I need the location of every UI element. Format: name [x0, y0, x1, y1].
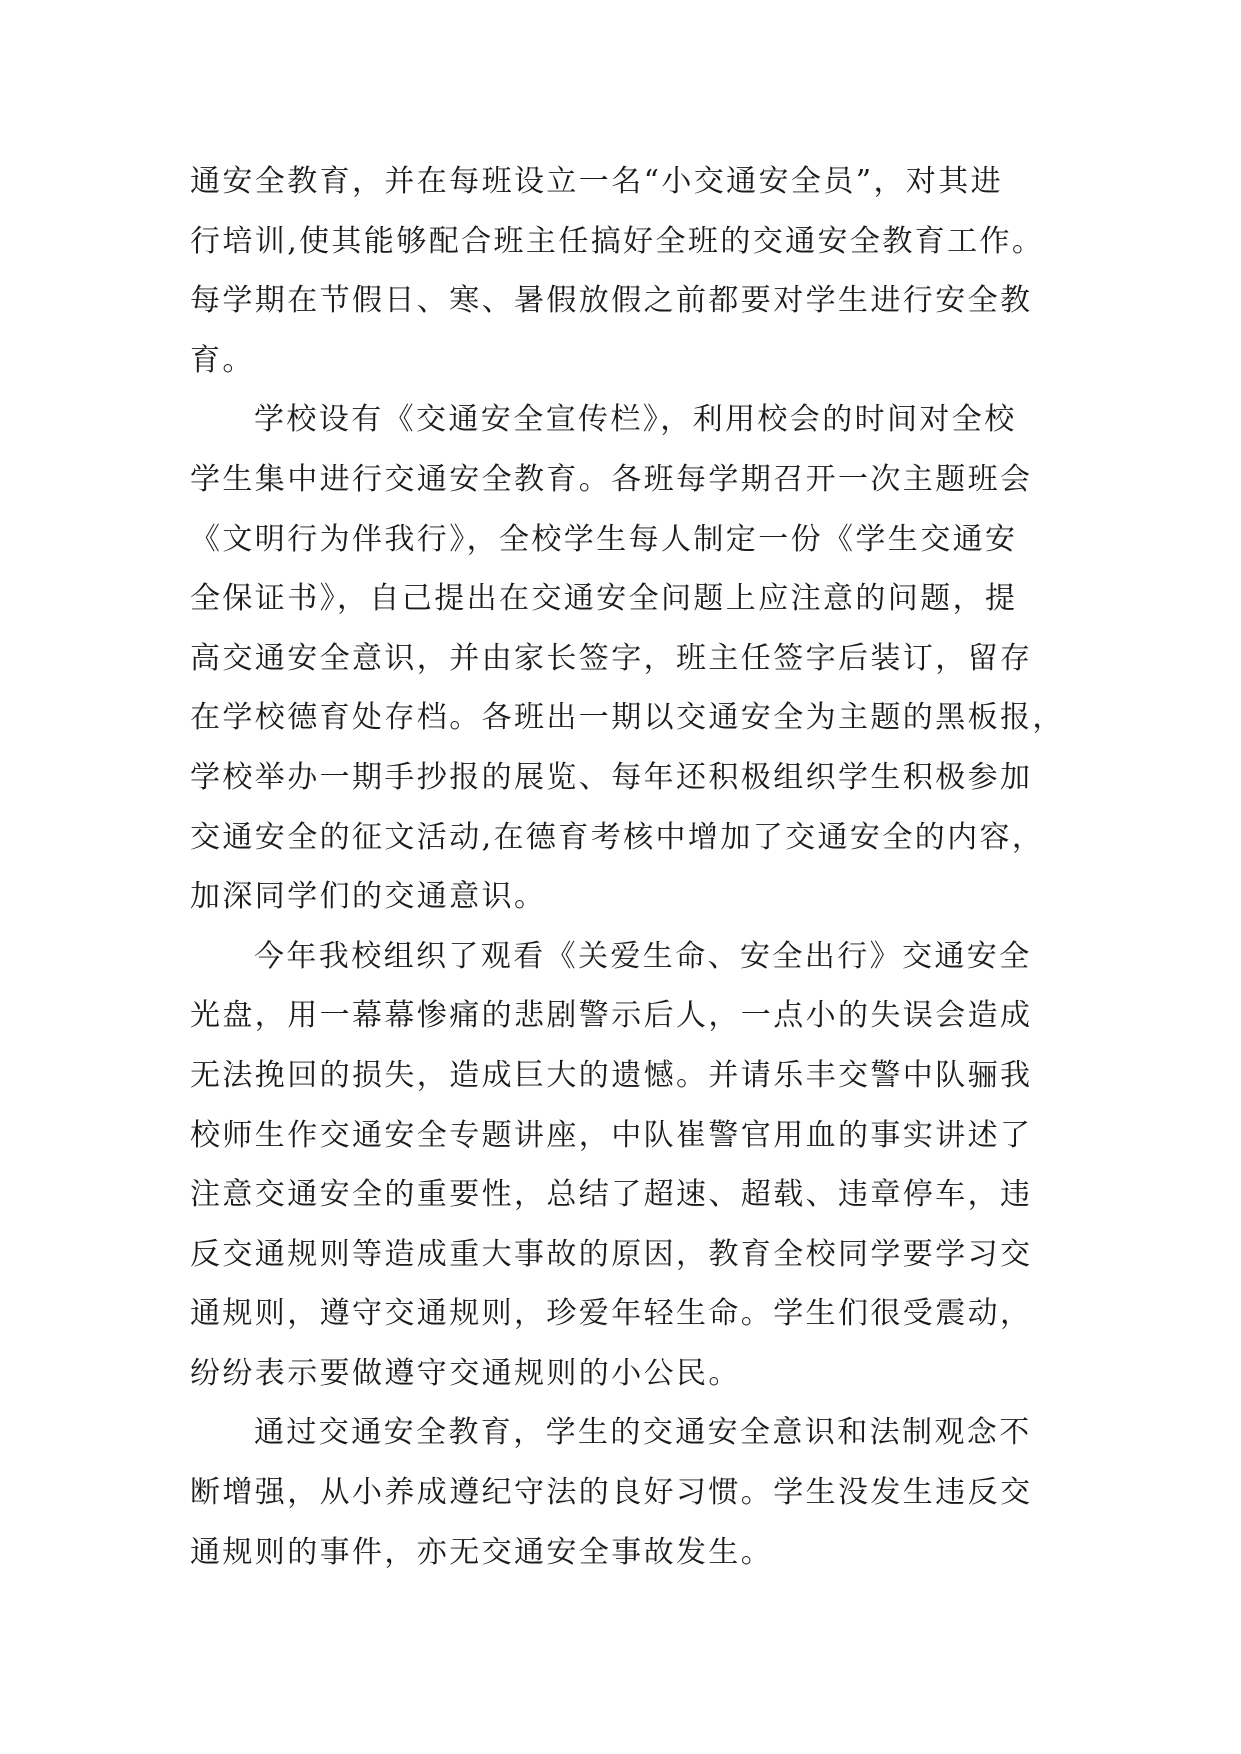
paragraph-line: 无法挽回的损失，造成巨大的遗憾。并请乐丰交警中队骊我: [190, 1057, 1033, 1093]
paragraph-line: 每学期在节假日、寒、暑假放假之前都要对学生进行安全教: [190, 283, 1033, 319]
paragraph-2: [190, 390, 1090, 926]
paragraph-4: [190, 1403, 1090, 1582]
paragraph-line: 学生集中进行交通安全教育。各班每学期召开一次主题班会: [190, 461, 1033, 497]
paragraph-line: 通规则的事件，亦无交通安全事故发生。: [190, 1534, 774, 1570]
paragraph-line: 通规则，遵守交通规则，珍爱年轻生命。学生们很受震动，: [190, 1296, 1033, 1332]
paragraph-line: 《文明行为伴我行》，全校学生每人制定一份《学生交通安: [190, 521, 1018, 557]
paragraph-line: 纷纷表示要做遵守交通规则的小公民。: [190, 1355, 741, 1391]
paragraph-line: 反交通规则等造成重大事故的原因，教育全校同学要学习交: [190, 1236, 1033, 1272]
paragraph-line: 断增强，从小养成遵纪守法的良好习惯。学生没发生违反交: [190, 1475, 1033, 1511]
paragraph-line: 通安全教育，并在每班设立一名“小交通安全员”，对其进: [190, 164, 1004, 199]
paragraph-line: 学校举办一期手抄报的展览、每年还积极组织学生积极参加: [190, 759, 1033, 795]
paragraph-line: 加深同学们的交通意识。: [190, 879, 547, 915]
paragraph-line: 高交通安全意识，并由家长签字，班主任签字后装订，留存: [190, 640, 1033, 676]
paragraph-line: 交通安全的征文活动,在德育考核中增加了交通安全的内容，: [190, 819, 1045, 855]
paragraph-line: 光盘，用一幕幕惨痛的悲剧警示后人，一点小的失误会造成: [190, 998, 1033, 1034]
paragraph-line: 校师生作交通安全专题讲座，中队崔警官用血的事实讲述了: [190, 1117, 1033, 1153]
paragraph-line: 今年我校组织了观看《关爱生命、安全出行》交通安全: [254, 938, 1032, 974]
paragraph-3: [190, 927, 1090, 1404]
paragraph-line: 通过交通安全教育，学生的交通安全意识和法制观念不: [254, 1415, 1032, 1451]
body-text: [190, 152, 1090, 1582]
paragraph-line: 全保证书》，自己提出在交通安全问题上应注意的问题，提: [190, 581, 1018, 617]
paragraph-line: 在学校德育处存档。各班出一期以交通安全为主题的黑板报，: [190, 700, 1065, 736]
paragraph-line: 注意交通安全的重要性，总结了超速、超载、违章停车，违: [190, 1177, 1033, 1213]
paragraph-line: 行培训,使其能够配合班主任搞好全班的交通安全教育工作。: [190, 223, 1045, 259]
paragraph-1: [190, 152, 1090, 390]
paragraph-line: 学校设有《交通安全宣传栏》，利用校会的时间对全校: [254, 402, 1017, 438]
paragraph-line: 育。: [190, 342, 255, 378]
